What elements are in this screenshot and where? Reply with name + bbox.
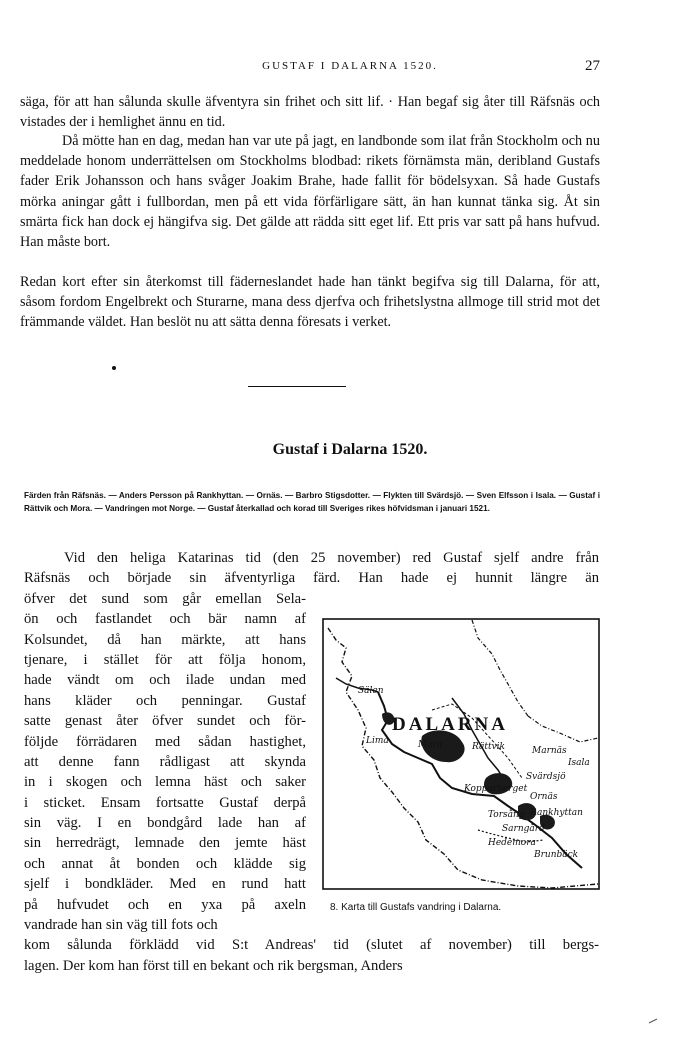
body-line: Vid den heliga Katarinas tid (den 25 november) red Gustaf sjelf andre från bbox=[64, 550, 599, 566]
body-line: i sticket. Ensam fortsatte Gustaf derpå bbox=[24, 794, 306, 811]
map-label-isala: Isala bbox=[568, 758, 590, 768]
map-label-ornas: Ornäs bbox=[530, 792, 558, 802]
body-line: sin väg. I en bondgård lade han af bbox=[24, 815, 306, 832]
running-head bbox=[0, 60, 700, 80]
body-line: Kolsundet, då han märkte, att hans bbox=[24, 631, 306, 648]
intro-paragraph-3: Redan kort efter sin återkomst till fäderneslandet hade han tänkt begifva sig till Dalarna, för att, såsom fordom Engelbrekt och Sturarne, mana dess djerfva och frihetslystna allmoge till strid mot det främmande väldet. Han beslöt nu att sätta denna föresats i verket. bbox=[20, 274, 600, 331]
intro-paragraph-2: Då mötte han en dag, medan han var ute på jagt, en landbonde som ilat från Stockholm och nu meddelade honom underrättelsen om Stockholms blodbad: rikets förnämsta män, deribland Gustafs fader Erik Johansson och hans svåger Joakim Brahe, hade fallit för bödelsyxan. Så hade Gustafs mörka aningar gått i fullbordan, men på ett vida förfärligare sätt, än han kunnat tänka sig. Åt sin smärta fick han dock ej hängifva sig. Det gälde att rädda sitt eget lif. Ett pris var satt på hans hufvud. Han måste bort. bbox=[20, 133, 600, 251]
section-summary: Färden från Räfsnäs. — Anders Persson på Rankhyttan. — Ornäs. — Barbro Stigsdotter. — Flykten till Svärdsjö. — Sven Elfsson i Isala. — Gustaf i Rättvik och Mora. — Vandringen mot Norge. — Gustaf återkallad och korad till Sveriges rikes höfvidsman i januari 1521. bbox=[24, 491, 600, 513]
map-label-kopparberget: Kopparberget bbox=[464, 784, 528, 794]
map-label-torsang: Torsång bbox=[488, 810, 525, 820]
body-line: sin herredrägt, lemnade den jemte häst bbox=[24, 835, 306, 852]
body-line: Räfsnäs och började sin äfventyrliga färd. Han hade ej hunnit längre än bbox=[24, 570, 599, 587]
map-label-hedemora: Hedemora bbox=[488, 838, 536, 848]
body-line: följde förrädaren med sådan hastighet, bbox=[24, 733, 306, 750]
body-line: ön och fastlandet och bär namn af bbox=[24, 611, 306, 628]
body-line: vandrade han sin väg till fots och bbox=[24, 917, 218, 934]
body-line: in i skogen och lemna häst och saker bbox=[24, 774, 306, 791]
section-separator bbox=[248, 386, 346, 387]
map-label-rankhyttan: Rankhyttan bbox=[530, 808, 583, 818]
body-line: hans kläder och penningar. Gustaf bbox=[24, 692, 306, 709]
map-label-region: DALARNA bbox=[392, 714, 508, 735]
body-line: att denne fann rådligast att skynda bbox=[24, 753, 306, 770]
map-label-brunback: Brunbäck bbox=[534, 850, 579, 860]
map-label-marnas: Marnäs bbox=[532, 746, 567, 756]
map-label-svardsjo: Svärdsjö bbox=[526, 772, 566, 782]
body-line: kom sålunda förklädd vid S:t Andreas' tid (slutet af november) till bergs- bbox=[24, 937, 599, 954]
page-number: 27 bbox=[585, 58, 600, 74]
stray-dot bbox=[112, 366, 116, 370]
body-line: lagen. Der kom han först till en bekant och rik bergsman, Anders bbox=[24, 957, 403, 974]
running-title: GUSTAF I DALARNA 1520. bbox=[262, 60, 438, 72]
section-title: Gustaf i Dalarna 1520. bbox=[272, 441, 428, 458]
map-caption: 8. Karta till Gustafs vandring i Dalarna. bbox=[330, 902, 502, 913]
body-line: på hufvudet och en yxa på axeln bbox=[24, 896, 306, 913]
body-line: öfver det sund som går emellan Sela- bbox=[24, 590, 306, 607]
stray-mark bbox=[648, 1018, 658, 1024]
body-line: och annat åt bonden och klädde sig bbox=[24, 855, 306, 872]
body-line: satte genast åter öfver sundet och för- bbox=[24, 713, 306, 730]
body-line: hade vändt om och ilade undan med bbox=[24, 672, 306, 689]
map-label-mora: Mora bbox=[418, 740, 443, 750]
map-label-rattvik: Rättvik bbox=[472, 742, 505, 752]
map-label-sargard: Sarngård bbox=[502, 824, 545, 834]
map-label-lima: Lima bbox=[366, 736, 389, 746]
map-figure bbox=[322, 618, 600, 890]
body-line: tjenare, i stället för att följa honom, bbox=[24, 651, 306, 668]
map-label-salen: Sälen bbox=[358, 686, 384, 696]
intro-paragraph-1: säga, för att han sålunda skulle äfventyra sin frihet och sitt lif. · Han begaf sig åter till Räfsnäs och vistades der i hemlighet ännu en tid. bbox=[20, 94, 600, 131]
body-line: sjelf i bondkläder. Med en rund hatt bbox=[24, 876, 306, 893]
